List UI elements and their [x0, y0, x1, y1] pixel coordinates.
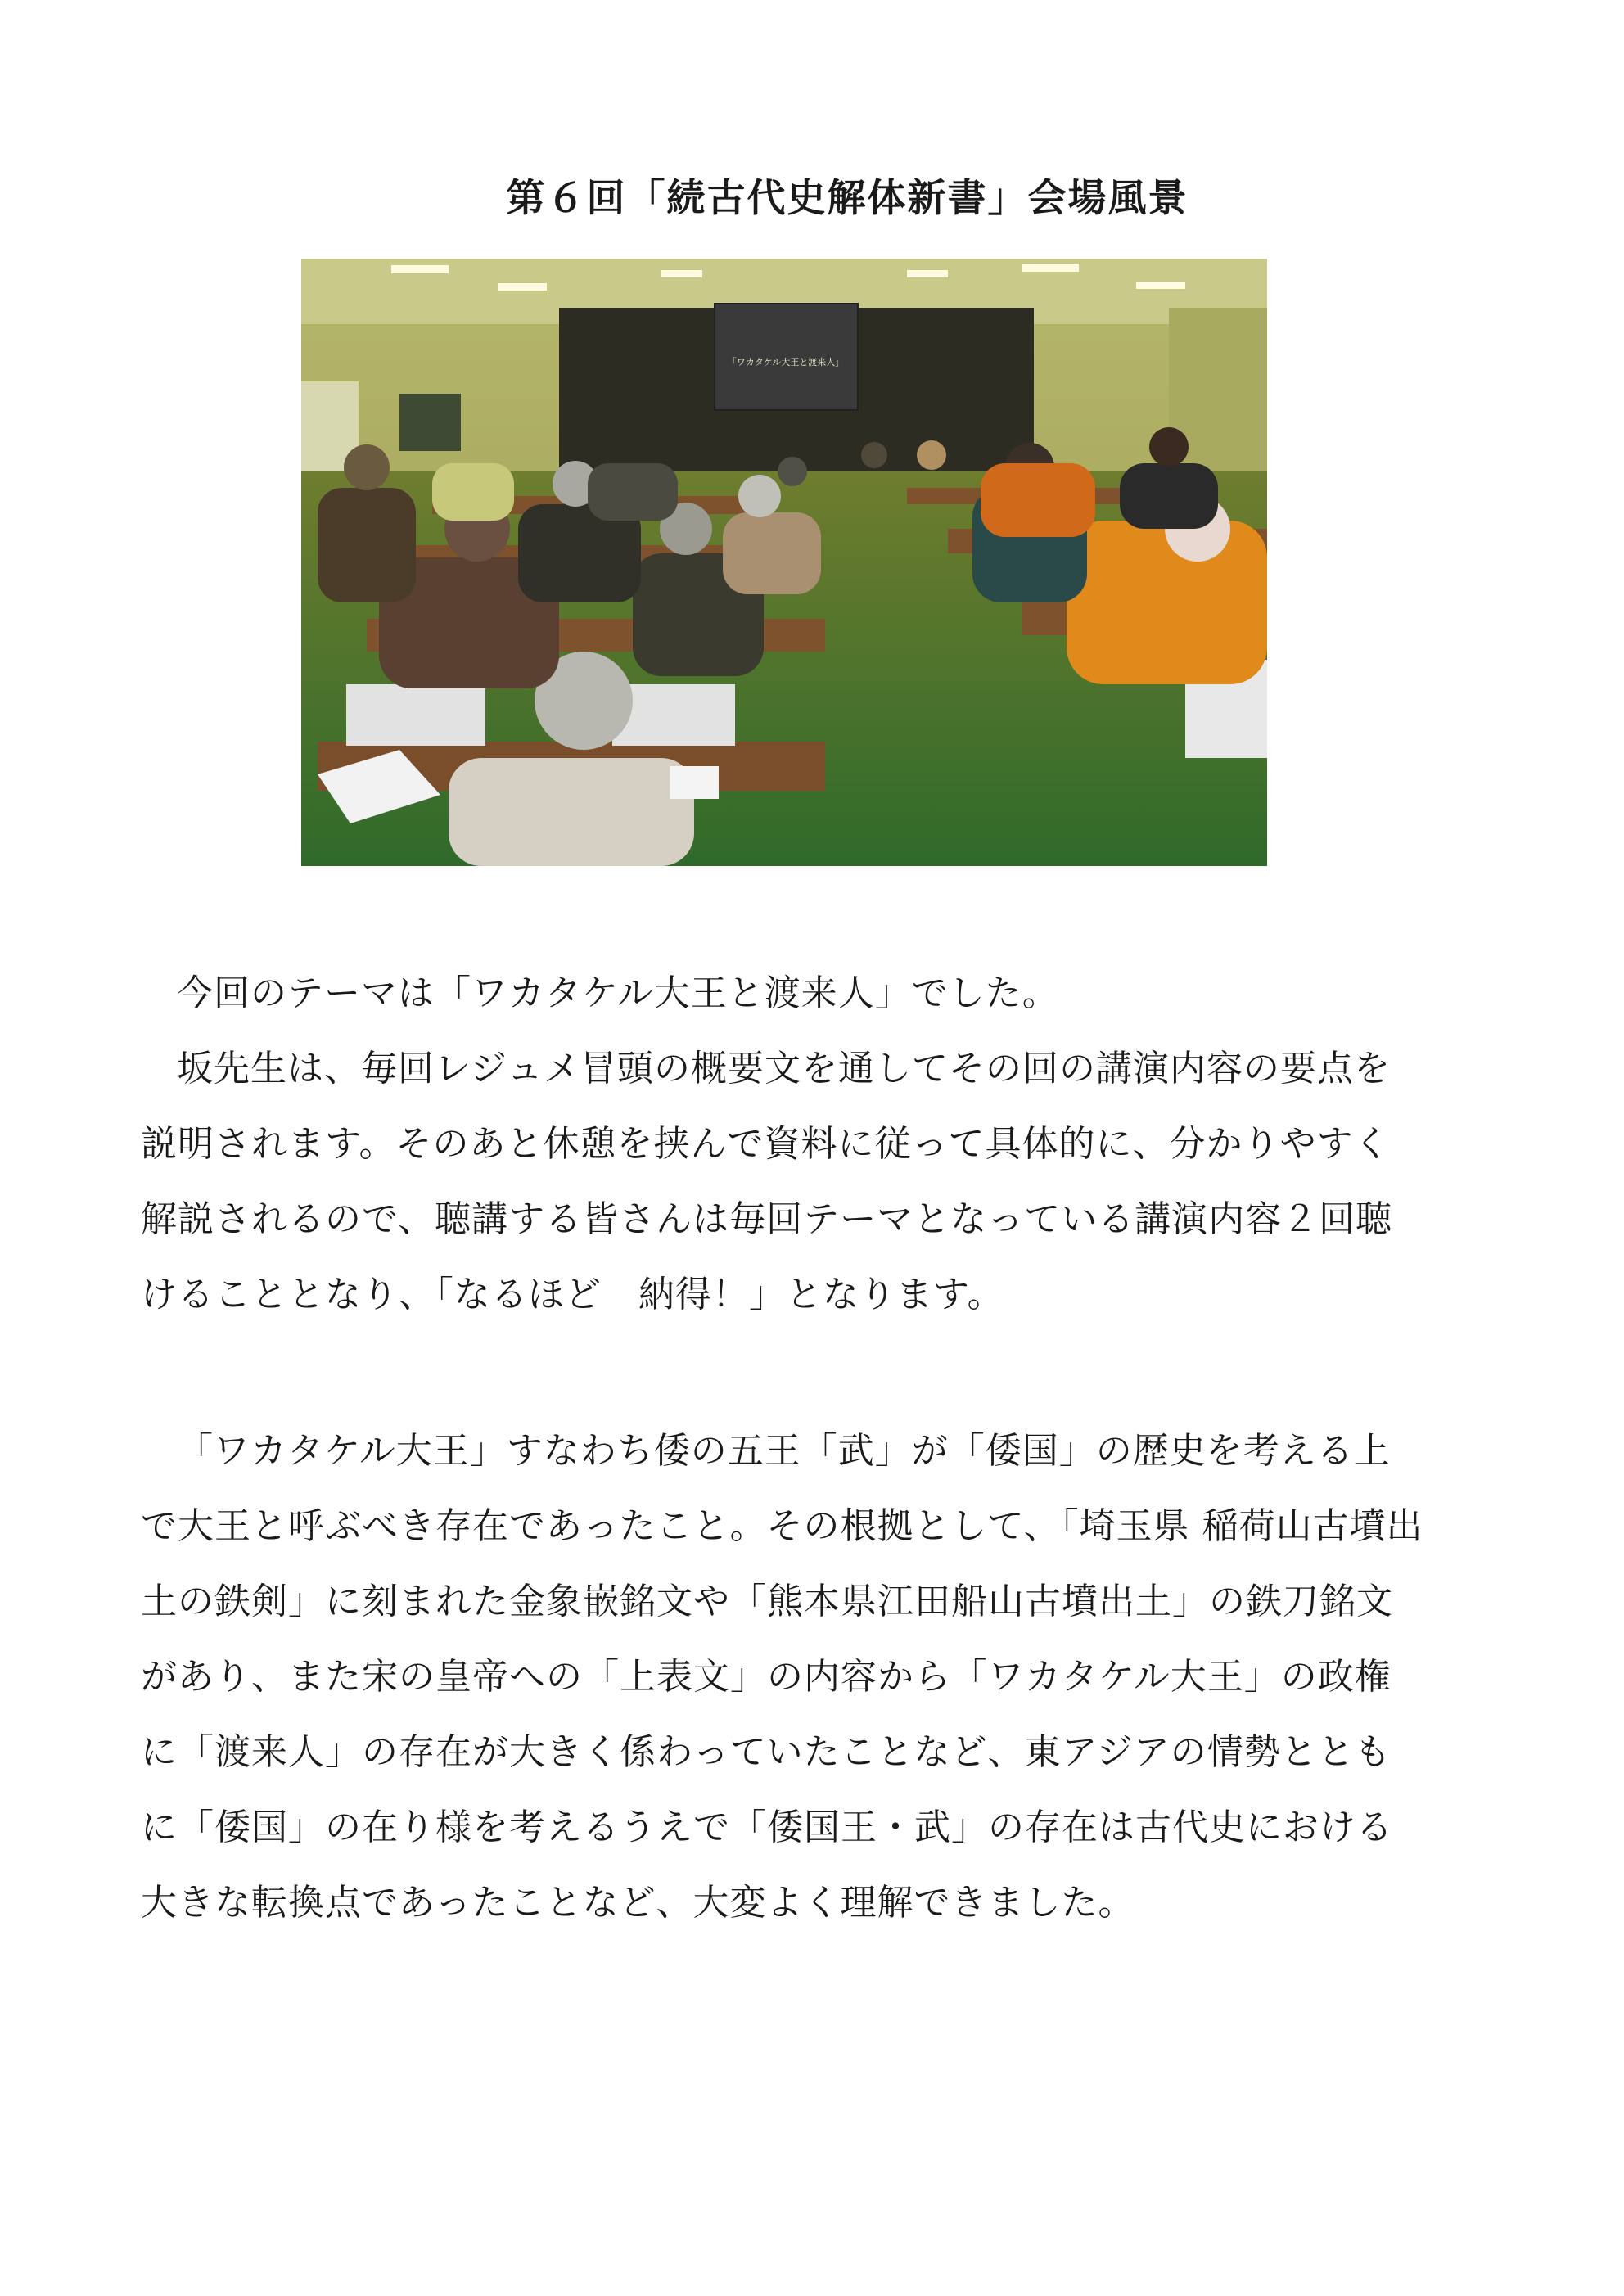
paragraph-2-line: があり、また宋の皇帝への「上表文」の内容から「ワカタケル大王」の政権: [141, 1656, 1392, 1698]
paragraph-1: [141, 956, 1483, 1333]
paragraph-2-line: 土の鉄剣」に刻まれた金象嵌銘文や「熊本県江田船山古墳出土」の鉄刀銘文: [141, 1581, 1393, 1622]
page-title: 第６回「続古代史解体新書」会場風景: [506, 176, 1189, 221]
lecture-hall-photo: [301, 259, 1267, 866]
paragraph-1-line: 解説されるので、聴講する皆さんは毎回テーマとなっている講演内容２回聴: [141, 1198, 1393, 1240]
paragraph-2-line: 大きな転換点であったことなど、大変よく理解できました。: [141, 1882, 1135, 1924]
paragraph-2-line: 「ワカタケル大王」すなわち倭の五王「武」が「倭国」の歴史を考える上: [177, 1430, 1391, 1472]
venue-photo: [301, 259, 1267, 866]
paragraph-1-line: 坂先生は、毎回レジュメ冒頭の概要文を通してその回の講演内容の要点を: [177, 1048, 1392, 1089]
paragraph-2-line: に「倭国」の在り様を考えるうえで「倭国王・武」の存在は古代史における: [141, 1807, 1393, 1848]
paragraph-2: [141, 1414, 1483, 1941]
paragraph-2-line: で大王と呼ぶべき存在であったこと。その根拠として、「埼玉県 稲荷山古墳出: [141, 1505, 1423, 1547]
paragraph-2-line: に「渡来人」の存在が大きく係わっていたことなど、東アジアの情勢ととも: [141, 1731, 1392, 1773]
screen-title: 「ワカタケル大王と渡来人」: [727, 357, 845, 368]
paragraph-1-line: 今回のテーマは「ワカタケル大王と渡来人」でした。: [177, 972, 1059, 1014]
paragraph-1-line: 説明されます。そのあと休憩を挟んで資料に従って具体的に、分かりやすく: [141, 1123, 1391, 1165]
paragraph-1-line: けることとなり、「なるほど 納得！」となります。: [141, 1274, 1004, 1315]
